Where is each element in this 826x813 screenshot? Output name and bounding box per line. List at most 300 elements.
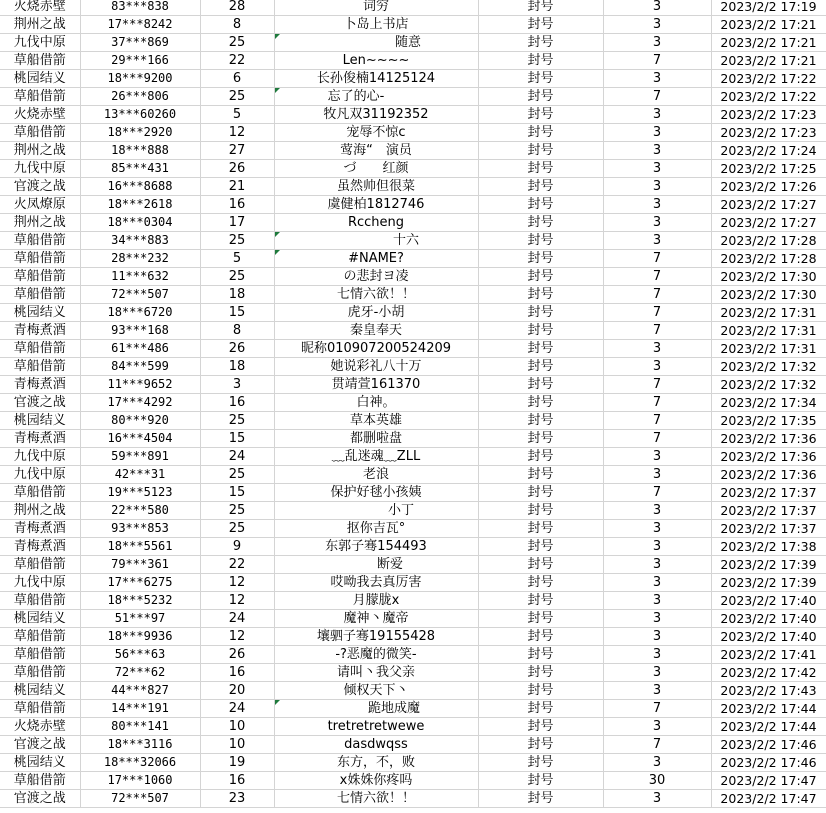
days-cell[interactable]: 3 [603,664,711,682]
time-cell[interactable]: 2023/2/2 17:31 [711,304,826,322]
server-cell[interactable]: 草船借箭 [0,358,80,376]
action-cell[interactable]: 封号 [478,178,603,196]
level-cell[interactable]: 18 [200,286,274,304]
days-cell[interactable]: 3 [603,178,711,196]
server-cell[interactable]: 草船借箭 [0,268,80,286]
account-cell[interactable]: 14***191 [80,700,200,718]
level-cell[interactable]: 17 [200,214,274,232]
action-cell[interactable]: 封号 [478,592,603,610]
time-cell[interactable]: 2023/2/2 17:24 [711,142,826,160]
time-cell[interactable]: 2023/2/2 17:23 [711,106,826,124]
action-cell[interactable]: 封号 [478,790,603,808]
time-cell[interactable]: 2023/2/2 17:47 [711,772,826,790]
days-cell[interactable]: 3 [603,628,711,646]
time-cell[interactable]: 2023/2/2 17:27 [711,214,826,232]
level-cell[interactable]: 24 [200,448,274,466]
nickname-cell[interactable]: 牧凡双31192352 [274,106,478,124]
nickname-cell[interactable]: ﹏乱迷魂﹏ZLL [274,448,478,466]
action-cell[interactable]: 封号 [478,124,603,142]
time-cell[interactable]: 2023/2/2 17:37 [711,502,826,520]
account-cell[interactable]: 13***60260 [80,106,200,124]
days-cell[interactable]: 7 [603,322,711,340]
account-cell[interactable]: 11***632 [80,268,200,286]
days-cell[interactable]: 7 [603,430,711,448]
action-cell[interactable]: 封号 [478,718,603,736]
time-cell[interactable]: 2023/2/2 17:21 [711,52,826,70]
days-cell[interactable]: 30 [603,772,711,790]
nickname-cell[interactable]: 东郭子骞154493 [274,538,478,556]
level-cell[interactable]: 9 [200,538,274,556]
level-cell[interactable]: 28 [200,0,274,16]
nickname-cell[interactable]: 草本英雄 [274,412,478,430]
nickname-cell[interactable]: 抠你吉瓦° [274,520,478,538]
nickname-cell[interactable]: 忘了的心- [274,88,478,106]
server-cell[interactable]: 九伐中原 [0,34,80,52]
action-cell[interactable]: 封号 [478,376,603,394]
server-cell[interactable]: 青梅煮酒 [0,376,80,394]
level-cell[interactable]: 16 [200,772,274,790]
nickname-cell[interactable]: の悲封ヨ凌 [274,268,478,286]
nickname-cell[interactable]: 卜岛上书店 [274,16,478,34]
days-cell[interactable]: 7 [603,412,711,430]
time-cell[interactable]: 2023/2/2 17:28 [711,232,826,250]
time-cell[interactable]: 2023/2/2 17:37 [711,484,826,502]
level-cell[interactable]: 16 [200,196,274,214]
nickname-cell[interactable]: 贯靖萱161370 [274,376,478,394]
days-cell[interactable]: 7 [603,394,711,412]
level-cell[interactable]: 25 [200,88,274,106]
action-cell[interactable]: 封号 [478,628,603,646]
action-cell[interactable]: 封号 [478,520,603,538]
nickname-cell[interactable]: 白神。 [274,394,478,412]
level-cell[interactable]: 12 [200,124,274,142]
account-cell[interactable]: 28***232 [80,250,200,268]
action-cell[interactable]: 封号 [478,736,603,754]
account-cell[interactable]: 79***361 [80,556,200,574]
level-cell[interactable]: 25 [200,502,274,520]
days-cell[interactable]: 3 [603,646,711,664]
server-cell[interactable]: 官渡之战 [0,178,80,196]
server-cell[interactable]: 桃园结义 [0,754,80,772]
level-cell[interactable]: 22 [200,52,274,70]
time-cell[interactable]: 2023/2/2 17:44 [711,718,826,736]
level-cell[interactable]: 6 [200,70,274,88]
days-cell[interactable]: 3 [603,142,711,160]
server-cell[interactable]: 九伐中原 [0,448,80,466]
nickname-cell[interactable]: dasdwqss [274,736,478,754]
account-cell[interactable]: 18***2920 [80,124,200,142]
nickname-cell[interactable]: 七情六欲！！ [274,286,478,304]
action-cell[interactable]: 封号 [478,196,603,214]
level-cell[interactable]: 3 [200,376,274,394]
time-cell[interactable]: 2023/2/2 17:46 [711,736,826,754]
server-cell[interactable]: 草船借箭 [0,52,80,70]
nickname-cell[interactable]: Len~~~~ [274,52,478,70]
server-cell[interactable]: 青梅煮酒 [0,520,80,538]
account-cell[interactable]: 80***920 [80,412,200,430]
server-cell[interactable]: 草船借箭 [0,628,80,646]
action-cell[interactable]: 封号 [478,448,603,466]
server-cell[interactable]: 草船借箭 [0,286,80,304]
level-cell[interactable]: 12 [200,628,274,646]
days-cell[interactable]: 3 [603,610,711,628]
account-cell[interactable]: 17***1060 [80,772,200,790]
time-cell[interactable]: 2023/2/2 17:36 [711,448,826,466]
nickname-cell[interactable]: tretretretwewe [274,718,478,736]
days-cell[interactable]: 3 [603,124,711,142]
level-cell[interactable]: 26 [200,646,274,664]
nickname-cell[interactable]: #NAME? [274,250,478,268]
action-cell[interactable]: 封号 [478,358,603,376]
days-cell[interactable]: 3 [603,70,711,88]
time-cell[interactable]: 2023/2/2 17:27 [711,196,826,214]
time-cell[interactable]: 2023/2/2 17:44 [711,700,826,718]
time-cell[interactable]: 2023/2/2 17:25 [711,160,826,178]
nickname-cell[interactable]: 都删啦盘 [274,430,478,448]
account-cell[interactable]: 18***0304 [80,214,200,232]
days-cell[interactable]: 7 [603,304,711,322]
days-cell[interactable]: 3 [603,538,711,556]
nickname-cell[interactable]: 宠辱不惊c [274,124,478,142]
account-cell[interactable]: 17***4292 [80,394,200,412]
days-cell[interactable]: 7 [603,286,711,304]
action-cell[interactable]: 封号 [478,700,603,718]
time-cell[interactable]: 2023/2/2 17:39 [711,574,826,592]
action-cell[interactable]: 封号 [478,286,603,304]
time-cell[interactable]: 2023/2/2 17:28 [711,250,826,268]
action-cell[interactable]: 封号 [478,466,603,484]
time-cell[interactable]: 2023/2/2 17:22 [711,88,826,106]
days-cell[interactable]: 3 [603,574,711,592]
nickname-cell[interactable]: 跪地成魔 [274,700,478,718]
action-cell[interactable]: 封号 [478,484,603,502]
action-cell[interactable]: 封号 [478,574,603,592]
days-cell[interactable]: 3 [603,232,711,250]
time-cell[interactable]: 2023/2/2 17:36 [711,466,826,484]
days-cell[interactable]: 3 [603,196,711,214]
time-cell[interactable]: 2023/2/2 17:31 [711,340,826,358]
nickname-cell[interactable]: 魔神丶魔帝 [274,610,478,628]
nickname-cell[interactable]: 东方，不，败 [274,754,478,772]
days-cell[interactable]: 3 [603,160,711,178]
nickname-cell[interactable]: 哎呦我去真厉害 [274,574,478,592]
account-cell[interactable]: 26***806 [80,88,200,106]
nickname-cell[interactable]: 长孙俊楠14125124 [274,70,478,88]
time-cell[interactable]: 2023/2/2 17:31 [711,322,826,340]
action-cell[interactable]: 封号 [478,304,603,322]
nickname-cell[interactable]: 月朦胧x [274,592,478,610]
nickname-cell[interactable]: 虎牙-小胡 [274,304,478,322]
time-cell[interactable]: 2023/2/2 17:38 [711,538,826,556]
server-cell[interactable]: 桃园结义 [0,610,80,628]
action-cell[interactable]: 封号 [478,430,603,448]
server-cell[interactable]: 桃园结义 [0,412,80,430]
days-cell[interactable]: 3 [603,502,711,520]
action-cell[interactable]: 封号 [478,0,603,16]
action-cell[interactable]: 封号 [478,646,603,664]
account-cell[interactable]: 18***888 [80,142,200,160]
level-cell[interactable]: 22 [200,556,274,574]
nickname-cell[interactable]: 随意 [274,34,478,52]
action-cell[interactable]: 封号 [478,754,603,772]
days-cell[interactable]: 3 [603,340,711,358]
account-cell[interactable]: 80***141 [80,718,200,736]
level-cell[interactable]: 18 [200,358,274,376]
server-cell[interactable]: 青梅煮酒 [0,538,80,556]
level-cell[interactable]: 12 [200,592,274,610]
level-cell[interactable]: 5 [200,250,274,268]
account-cell[interactable]: 11***9652 [80,376,200,394]
nickname-cell[interactable]: 七情六欲！！ [274,790,478,808]
account-cell[interactable]: 59***891 [80,448,200,466]
server-cell[interactable]: 官渡之战 [0,736,80,754]
level-cell[interactable]: 24 [200,700,274,718]
days-cell[interactable]: 7 [603,700,711,718]
server-cell[interactable]: 九伐中原 [0,574,80,592]
level-cell[interactable]: 25 [200,268,274,286]
level-cell[interactable]: 5 [200,106,274,124]
server-cell[interactable]: 草船借箭 [0,340,80,358]
level-cell[interactable]: 26 [200,340,274,358]
days-cell[interactable]: 3 [603,16,711,34]
time-cell[interactable]: 2023/2/2 17:30 [711,268,826,286]
nickname-cell[interactable]: 昵称010907200524209 [274,340,478,358]
account-cell[interactable]: 56***63 [80,646,200,664]
days-cell[interactable]: 3 [603,790,711,808]
account-cell[interactable]: 22***580 [80,502,200,520]
level-cell[interactable]: 25 [200,34,274,52]
days-cell[interactable]: 3 [603,358,711,376]
action-cell[interactable]: 封号 [478,502,603,520]
nickname-cell[interactable]: 请叫丶我父亲 [274,664,478,682]
action-cell[interactable]: 封号 [478,340,603,358]
time-cell[interactable]: 2023/2/2 17:47 [711,790,826,808]
nickname-cell[interactable]: 小丁 [274,502,478,520]
time-cell[interactable]: 2023/2/2 17:42 [711,664,826,682]
action-cell[interactable]: 封号 [478,70,603,88]
account-cell[interactable]: 29***166 [80,52,200,70]
nickname-cell[interactable]: 她说彩礼八十万 [274,358,478,376]
server-cell[interactable]: 荆州之战 [0,502,80,520]
nickname-cell[interactable]: 断爱 [274,556,478,574]
nickname-cell[interactable]: づ 红颜 [274,160,478,178]
level-cell[interactable]: 25 [200,520,274,538]
account-cell[interactable]: 18***9936 [80,628,200,646]
level-cell[interactable]: 24 [200,610,274,628]
days-cell[interactable]: 3 [603,754,711,772]
time-cell[interactable]: 2023/2/2 17:40 [711,592,826,610]
account-cell[interactable]: 84***599 [80,358,200,376]
action-cell[interactable]: 封号 [478,268,603,286]
server-cell[interactable]: 草船借箭 [0,250,80,268]
days-cell[interactable]: 3 [603,34,711,52]
days-cell[interactable]: 7 [603,376,711,394]
days-cell[interactable]: 7 [603,88,711,106]
time-cell[interactable]: 2023/2/2 17:23 [711,124,826,142]
days-cell[interactable]: 3 [603,556,711,574]
action-cell[interactable]: 封号 [478,16,603,34]
server-cell[interactable]: 官渡之战 [0,790,80,808]
server-cell[interactable]: 青梅煮酒 [0,430,80,448]
days-cell[interactable]: 7 [603,250,711,268]
days-cell[interactable]: 3 [603,106,711,124]
days-cell[interactable]: 7 [603,52,711,70]
account-cell[interactable]: 83***838 [80,0,200,16]
time-cell[interactable]: 2023/2/2 17:32 [711,358,826,376]
server-cell[interactable]: 官渡之战 [0,394,80,412]
account-cell[interactable]: 72***507 [80,286,200,304]
account-cell[interactable]: 18***5232 [80,592,200,610]
level-cell[interactable]: 26 [200,160,274,178]
server-cell[interactable]: 草船借箭 [0,700,80,718]
days-cell[interactable]: 7 [603,736,711,754]
time-cell[interactable]: 2023/2/2 17:37 [711,520,826,538]
time-cell[interactable]: 2023/2/2 17:39 [711,556,826,574]
action-cell[interactable]: 封号 [478,250,603,268]
action-cell[interactable]: 封号 [478,142,603,160]
account-cell[interactable]: 17***6275 [80,574,200,592]
action-cell[interactable]: 封号 [478,772,603,790]
level-cell[interactable]: 23 [200,790,274,808]
action-cell[interactable]: 封号 [478,232,603,250]
account-cell[interactable]: 44***827 [80,682,200,700]
days-cell[interactable]: 3 [603,520,711,538]
account-cell[interactable]: 18***6720 [80,304,200,322]
level-cell[interactable]: 19 [200,754,274,772]
server-cell[interactable]: 荆州之战 [0,142,80,160]
server-cell[interactable]: 草船借箭 [0,232,80,250]
account-cell[interactable]: 19***5123 [80,484,200,502]
time-cell[interactable]: 2023/2/2 17:40 [711,628,826,646]
action-cell[interactable]: 封号 [478,214,603,232]
account-cell[interactable]: 17***8242 [80,16,200,34]
time-cell[interactable]: 2023/2/2 17:35 [711,412,826,430]
nickname-cell[interactable]: 秦皇奉天 [274,322,478,340]
level-cell[interactable]: 27 [200,142,274,160]
action-cell[interactable]: 封号 [478,52,603,70]
server-cell[interactable]: 青梅煮酒 [0,322,80,340]
account-cell[interactable]: 18***32066 [80,754,200,772]
server-cell[interactable]: 荆州之战 [0,214,80,232]
time-cell[interactable]: 2023/2/2 17:21 [711,16,826,34]
account-cell[interactable]: 72***507 [80,790,200,808]
account-cell[interactable]: 61***486 [80,340,200,358]
days-cell[interactable]: 3 [603,718,711,736]
days-cell[interactable]: 3 [603,214,711,232]
days-cell[interactable]: 3 [603,0,711,16]
days-cell[interactable]: 3 [603,448,711,466]
server-cell[interactable]: 草船借箭 [0,484,80,502]
time-cell[interactable]: 2023/2/2 17:41 [711,646,826,664]
days-cell[interactable]: 3 [603,466,711,484]
level-cell[interactable]: 25 [200,232,274,250]
level-cell[interactable]: 21 [200,178,274,196]
level-cell[interactable]: 16 [200,664,274,682]
days-cell[interactable]: 3 [603,682,711,700]
level-cell[interactable]: 8 [200,16,274,34]
days-cell[interactable]: 3 [603,592,711,610]
level-cell[interactable]: 15 [200,430,274,448]
server-cell[interactable]: 荆州之战 [0,16,80,34]
server-cell[interactable]: 草船借箭 [0,646,80,664]
nickname-cell[interactable]: 保护好毬小孩姨 [274,484,478,502]
account-cell[interactable]: 51***97 [80,610,200,628]
account-cell[interactable]: 85***431 [80,160,200,178]
account-cell[interactable]: 16***4504 [80,430,200,448]
server-cell[interactable]: 火烧赤壁 [0,718,80,736]
action-cell[interactable]: 封号 [478,88,603,106]
level-cell[interactable]: 10 [200,718,274,736]
level-cell[interactable]: 20 [200,682,274,700]
nickname-cell[interactable]: 壤驷子骞19155428 [274,628,478,646]
days-cell[interactable]: 7 [603,484,711,502]
nickname-cell[interactable]: 词穷 [274,0,478,16]
action-cell[interactable]: 封号 [478,412,603,430]
account-cell[interactable]: 72***62 [80,664,200,682]
nickname-cell[interactable]: 虽然帅但很菜 [274,178,478,196]
time-cell[interactable]: 2023/2/2 17:19 [711,0,826,16]
account-cell[interactable]: 18***5561 [80,538,200,556]
nickname-cell[interactable]: 莺海“ 演员 [274,142,478,160]
server-cell[interactable]: 九伐中原 [0,160,80,178]
time-cell[interactable]: 2023/2/2 17:36 [711,430,826,448]
nickname-cell[interactable]: 倾权天下丶 [274,682,478,700]
time-cell[interactable]: 2023/2/2 17:43 [711,682,826,700]
action-cell[interactable]: 封号 [478,394,603,412]
level-cell[interactable]: 12 [200,574,274,592]
action-cell[interactable]: 封号 [478,556,603,574]
time-cell[interactable]: 2023/2/2 17:40 [711,610,826,628]
server-cell[interactable]: 九伐中原 [0,466,80,484]
server-cell[interactable]: 草船借箭 [0,88,80,106]
account-cell[interactable]: 42***31 [80,466,200,484]
action-cell[interactable]: 封号 [478,34,603,52]
time-cell[interactable]: 2023/2/2 17:32 [711,376,826,394]
account-cell[interactable]: 18***2618 [80,196,200,214]
time-cell[interactable]: 2023/2/2 17:22 [711,70,826,88]
action-cell[interactable]: 封号 [478,322,603,340]
nickname-cell[interactable]: -?恶魔的微笑- [274,646,478,664]
level-cell[interactable]: 8 [200,322,274,340]
server-cell[interactable]: 草船借箭 [0,772,80,790]
server-cell[interactable]: 火凤燎原 [0,196,80,214]
server-cell[interactable]: 草船借箭 [0,556,80,574]
days-cell[interactable]: 7 [603,268,711,286]
server-cell[interactable]: 火烧赤壁 [0,0,80,16]
nickname-cell[interactable]: 虞健柏1812746 [274,196,478,214]
action-cell[interactable]: 封号 [478,664,603,682]
server-cell[interactable]: 桃园结义 [0,682,80,700]
time-cell[interactable]: 2023/2/2 17:34 [711,394,826,412]
level-cell[interactable]: 25 [200,466,274,484]
server-cell[interactable]: 草船借箭 [0,592,80,610]
level-cell[interactable]: 16 [200,394,274,412]
server-cell[interactable]: 桃园结义 [0,70,80,88]
account-cell[interactable]: 16***8688 [80,178,200,196]
level-cell[interactable]: 10 [200,736,274,754]
server-cell[interactable]: 火烧赤壁 [0,106,80,124]
account-cell[interactable]: 93***168 [80,322,200,340]
action-cell[interactable]: 封号 [478,106,603,124]
account-cell[interactable]: 34***883 [80,232,200,250]
nickname-cell[interactable]: Rccheng [274,214,478,232]
time-cell[interactable]: 2023/2/2 17:30 [711,286,826,304]
level-cell[interactable]: 15 [200,304,274,322]
nickname-cell[interactable]: 十六 [274,232,478,250]
nickname-cell[interactable]: 老浪 [274,466,478,484]
action-cell[interactable]: 封号 [478,538,603,556]
time-cell[interactable]: 2023/2/2 17:26 [711,178,826,196]
